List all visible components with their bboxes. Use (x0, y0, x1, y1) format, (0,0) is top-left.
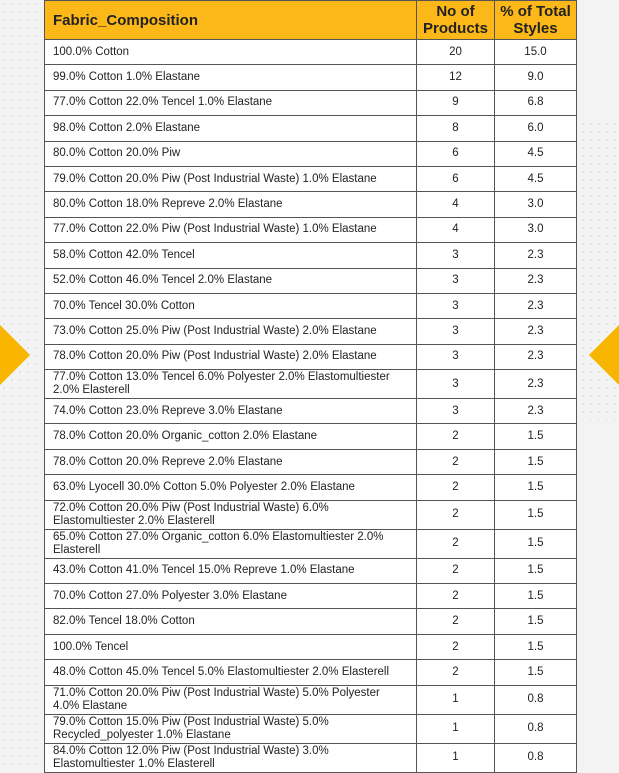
cell-pct: 2.3 (495, 370, 577, 399)
cell-products: 2 (417, 500, 495, 529)
cell-products: 2 (417, 449, 495, 474)
cell-composition: 98.0% Cotton 2.0% Elastane (45, 116, 417, 141)
column-header-composition: Fabric_Composition (45, 1, 417, 40)
table-row (45, 293, 577, 318)
table-row (45, 685, 577, 714)
cell-pct: 3.0 (495, 192, 577, 217)
cell-products: 2 (417, 558, 495, 583)
cell-products: 2 (417, 660, 495, 685)
cell-pct: 0.8 (495, 714, 577, 743)
cell-products: 9 (417, 90, 495, 115)
table-row (45, 141, 577, 166)
cell-pct: 3.0 (495, 217, 577, 242)
table-row (45, 743, 577, 772)
table-row (45, 243, 577, 268)
cell-pct: 1.5 (495, 500, 577, 529)
cell-composition: 100.0% Cotton (45, 40, 417, 65)
table-row (45, 609, 577, 634)
cell-products: 3 (417, 293, 495, 318)
cell-composition: 52.0% Cotton 46.0% Tencel 2.0% Elastane (45, 268, 417, 293)
cell-pct: 2.3 (495, 344, 577, 369)
cell-products: 3 (417, 370, 495, 399)
table-row (45, 319, 577, 344)
cell-products: 20 (417, 40, 495, 65)
table-row (45, 370, 577, 399)
cell-products: 1 (417, 714, 495, 743)
table-row (45, 344, 577, 369)
cell-products: 2 (417, 609, 495, 634)
cell-products: 2 (417, 584, 495, 609)
cell-composition: 78.0% Cotton 20.0% Organic_cotton 2.0% Elastane (45, 424, 417, 449)
cell-pct: 4.5 (495, 141, 577, 166)
cell-composition: 65.0% Cotton 27.0% Organic_cotton 6.0% Elastomultiester 2.0% Elasterell (45, 529, 417, 558)
cell-composition: 99.0% Cotton 1.0% Elastane (45, 65, 417, 90)
table-row (45, 90, 577, 115)
column-header-products: No of Products (417, 1, 495, 40)
cell-products: 1 (417, 743, 495, 772)
column-header-pct: % of Total Styles (495, 1, 577, 40)
cell-products: 8 (417, 116, 495, 141)
table-row (45, 475, 577, 500)
cell-composition: 78.0% Cotton 20.0% Piw (Post Industrial Waste) 2.0% Elastane (45, 344, 417, 369)
table-row (45, 714, 577, 743)
table-row (45, 634, 577, 659)
cell-products: 3 (417, 243, 495, 268)
cell-pct: 1.5 (495, 634, 577, 659)
cell-composition: 58.0% Cotton 42.0% Tencel (45, 243, 417, 268)
table-row (45, 65, 577, 90)
cell-pct: 1.5 (495, 609, 577, 634)
cell-composition: 73.0% Cotton 25.0% Piw (Post Industrial Waste) 2.0% Elastane (45, 319, 417, 344)
cell-products: 4 (417, 192, 495, 217)
cell-products: 2 (417, 475, 495, 500)
table-row (45, 500, 577, 529)
table-row (45, 399, 577, 424)
cell-pct: 2.3 (495, 319, 577, 344)
cell-pct: 1.5 (495, 660, 577, 685)
table-row (45, 192, 577, 217)
cell-pct: 1.5 (495, 475, 577, 500)
cell-products: 2 (417, 529, 495, 558)
cell-composition: 71.0% Cotton 20.0% Piw (Post Industrial Waste) 5.0% Polyester 4.0% Elastane (45, 685, 417, 714)
table-row (45, 217, 577, 242)
cell-pct: 1.5 (495, 449, 577, 474)
cell-products: 1 (417, 685, 495, 714)
table-row (45, 268, 577, 293)
cell-pct: 1.5 (495, 529, 577, 558)
fabric-composition-table-container (44, 0, 576, 773)
right-arrow-decoration (589, 295, 619, 415)
table-row (45, 424, 577, 449)
cell-composition: 77.0% Cotton 22.0% Piw (Post Industrial Waste) 1.0% Elastane (45, 217, 417, 242)
cell-pct: 2.3 (495, 268, 577, 293)
cell-composition: 79.0% Cotton 15.0% Piw (Post Industrial Waste) 5.0% Recycled_polyester 1.0% Elastane (45, 714, 417, 743)
left-arrow-decoration (0, 295, 30, 415)
table-row (45, 529, 577, 558)
cell-composition: 80.0% Cotton 20.0% Piw (45, 141, 417, 166)
cell-composition: 74.0% Cotton 23.0% Repreve 3.0% Elastane (45, 399, 417, 424)
table-row (45, 449, 577, 474)
cell-composition: 100.0% Tencel (45, 634, 417, 659)
cell-composition: 70.0% Cotton 27.0% Polyester 3.0% Elastane (45, 584, 417, 609)
cell-products: 2 (417, 424, 495, 449)
cell-products: 4 (417, 217, 495, 242)
cell-pct: 2.3 (495, 399, 577, 424)
cell-products: 3 (417, 344, 495, 369)
table-row (45, 166, 577, 191)
cell-pct: 9.0 (495, 65, 577, 90)
cell-products: 3 (417, 399, 495, 424)
cell-pct: 6.8 (495, 90, 577, 115)
cell-composition: 72.0% Cotton 20.0% Piw (Post Industrial Waste) 6.0% Elastomultiester 2.0% Elasterell (45, 500, 417, 529)
cell-composition: 48.0% Cotton 45.0% Tencel 5.0% Elastomultiester 2.0% Elasterell (45, 660, 417, 685)
cell-products: 6 (417, 141, 495, 166)
cell-products: 3 (417, 268, 495, 293)
cell-pct: 15.0 (495, 40, 577, 65)
cell-composition: 63.0% Lyocell 30.0% Cotton 5.0% Polyester 2.0% Elastane (45, 475, 417, 500)
table-row (45, 558, 577, 583)
cell-products: 3 (417, 319, 495, 344)
cell-products: 12 (417, 65, 495, 90)
cell-composition: 77.0% Cotton 22.0% Tencel 1.0% Elastane (45, 90, 417, 115)
cell-composition: 77.0% Cotton 13.0% Tencel 6.0% Polyester 2.0% Elastomultiester 2.0% Elasterell (45, 370, 417, 399)
cell-pct: 0.8 (495, 685, 577, 714)
cell-products: 6 (417, 166, 495, 191)
cell-composition: 84.0% Cotton 12.0% Piw (Post Industrial Waste) 3.0% Elastomultiester 1.0% Elasterell (45, 743, 417, 772)
cell-pct: 6.0 (495, 116, 577, 141)
cell-composition: 78.0% Cotton 20.0% Repreve 2.0% Elastane (45, 449, 417, 474)
cell-pct: 4.5 (495, 166, 577, 191)
table-header-row (45, 1, 577, 40)
table-row (45, 116, 577, 141)
cell-pct: 1.5 (495, 558, 577, 583)
fabric-composition-table (44, 0, 577, 773)
cell-composition: 80.0% Cotton 18.0% Repreve 2.0% Elastane (45, 192, 417, 217)
cell-pct: 2.3 (495, 293, 577, 318)
table-row (45, 40, 577, 65)
cell-products: 2 (417, 634, 495, 659)
cell-composition: 82.0% Tencel 18.0% Cotton (45, 609, 417, 634)
cell-pct: 1.5 (495, 584, 577, 609)
cell-composition: 70.0% Tencel 30.0% Cotton (45, 293, 417, 318)
cell-pct: 2.3 (495, 243, 577, 268)
cell-composition: 79.0% Cotton 20.0% Piw (Post Industrial Waste) 1.0% Elastane (45, 166, 417, 191)
table-row (45, 660, 577, 685)
table-row (45, 584, 577, 609)
cell-pct: 1.5 (495, 424, 577, 449)
cell-pct: 0.8 (495, 743, 577, 772)
cell-composition: 43.0% Cotton 41.0% Tencel 15.0% Repreve 1.0% Elastane (45, 558, 417, 583)
